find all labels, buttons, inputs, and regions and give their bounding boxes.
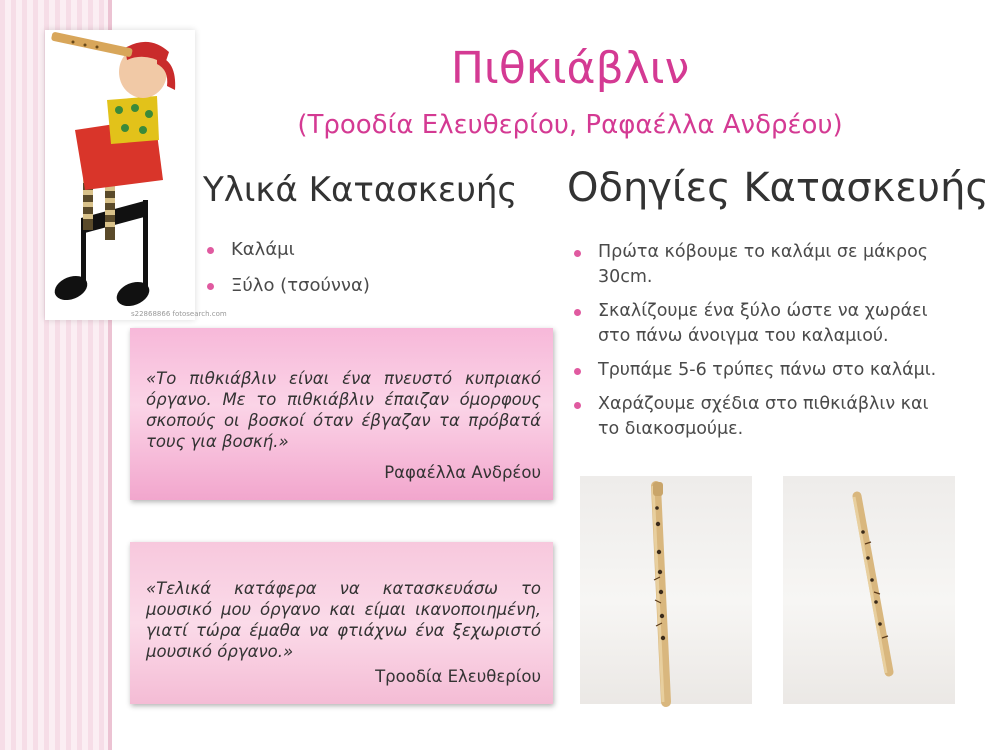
- list-item: Πρώτα κόβουμε το καλάμι σε μάκρος 30cm.: [570, 240, 955, 290]
- quote-box-troodia: [130, 542, 553, 704]
- materials-list: [203, 238, 503, 310]
- slide-title: Πιθκιάβλιν: [450, 43, 690, 94]
- clipart-frame: [45, 30, 227, 320]
- list-item: Χαράζουμε σχέδια στο πιθκιάβλιν και το διακοσμούμε.: [570, 392, 955, 442]
- materials-heading: Υλικά Κατασκευής: [203, 170, 518, 210]
- quote-text: «Το πιθκιάβλιν είναι ένα πνευστό κυπριακό όργανο. Με το πιθκιάβλιν έπαιζαν όμορφους σκοπούς οι βοσκοί όταν έβγαζαν τα πρόβατά τους για βοσκή.»: [146, 369, 541, 451]
- quote-author: Τροοδία Ελευθερίου: [375, 667, 541, 686]
- flute-player-clipart: [45, 30, 227, 320]
- instructions-list: [570, 240, 955, 451]
- boy-body: [75, 42, 175, 190]
- slide-subtitle: (Τροοδία Ελευθερίου, Ραφαέλλα Ανδρέου): [297, 110, 843, 140]
- bamboo-flute-photo: [783, 476, 955, 704]
- flute-icon: [51, 32, 133, 58]
- list-item: Ξύλο (τσούννα): [203, 274, 503, 298]
- list-item: Καλάμι: [203, 238, 503, 262]
- music-note-icon: [51, 200, 153, 311]
- instructions-heading: Οδηγίες Κατασκευής: [567, 165, 989, 211]
- quote-text: «Τελικά κατάφερα να κατασκευάσω το μουσικό μου όργανο και είμαι ικανοποιημένη, γιατί τώρα έμαθα να φτιάχνω ένα ξεχωριστό μουσικό όργανο.»: [146, 579, 541, 661]
- list-item: Τρυπάμε 5-6 τρύπες πάνω στο καλάμι.: [570, 358, 955, 383]
- quote-box-rafaella: [130, 328, 553, 500]
- list-item: Σκαλίζουμε ένα ξύλο ώστε να χωράει στο πάνω άνοιγμα του καλαμιού.: [570, 299, 955, 349]
- flute-photo-2: [783, 476, 955, 704]
- clipart-watermark: s22868866 fotosearch.com: [131, 310, 227, 318]
- bamboo-flute-photo: [580, 476, 752, 704]
- quote-author: Ραφαέλλα Ανδρέου: [384, 463, 541, 482]
- flute-photo-1: [580, 476, 752, 704]
